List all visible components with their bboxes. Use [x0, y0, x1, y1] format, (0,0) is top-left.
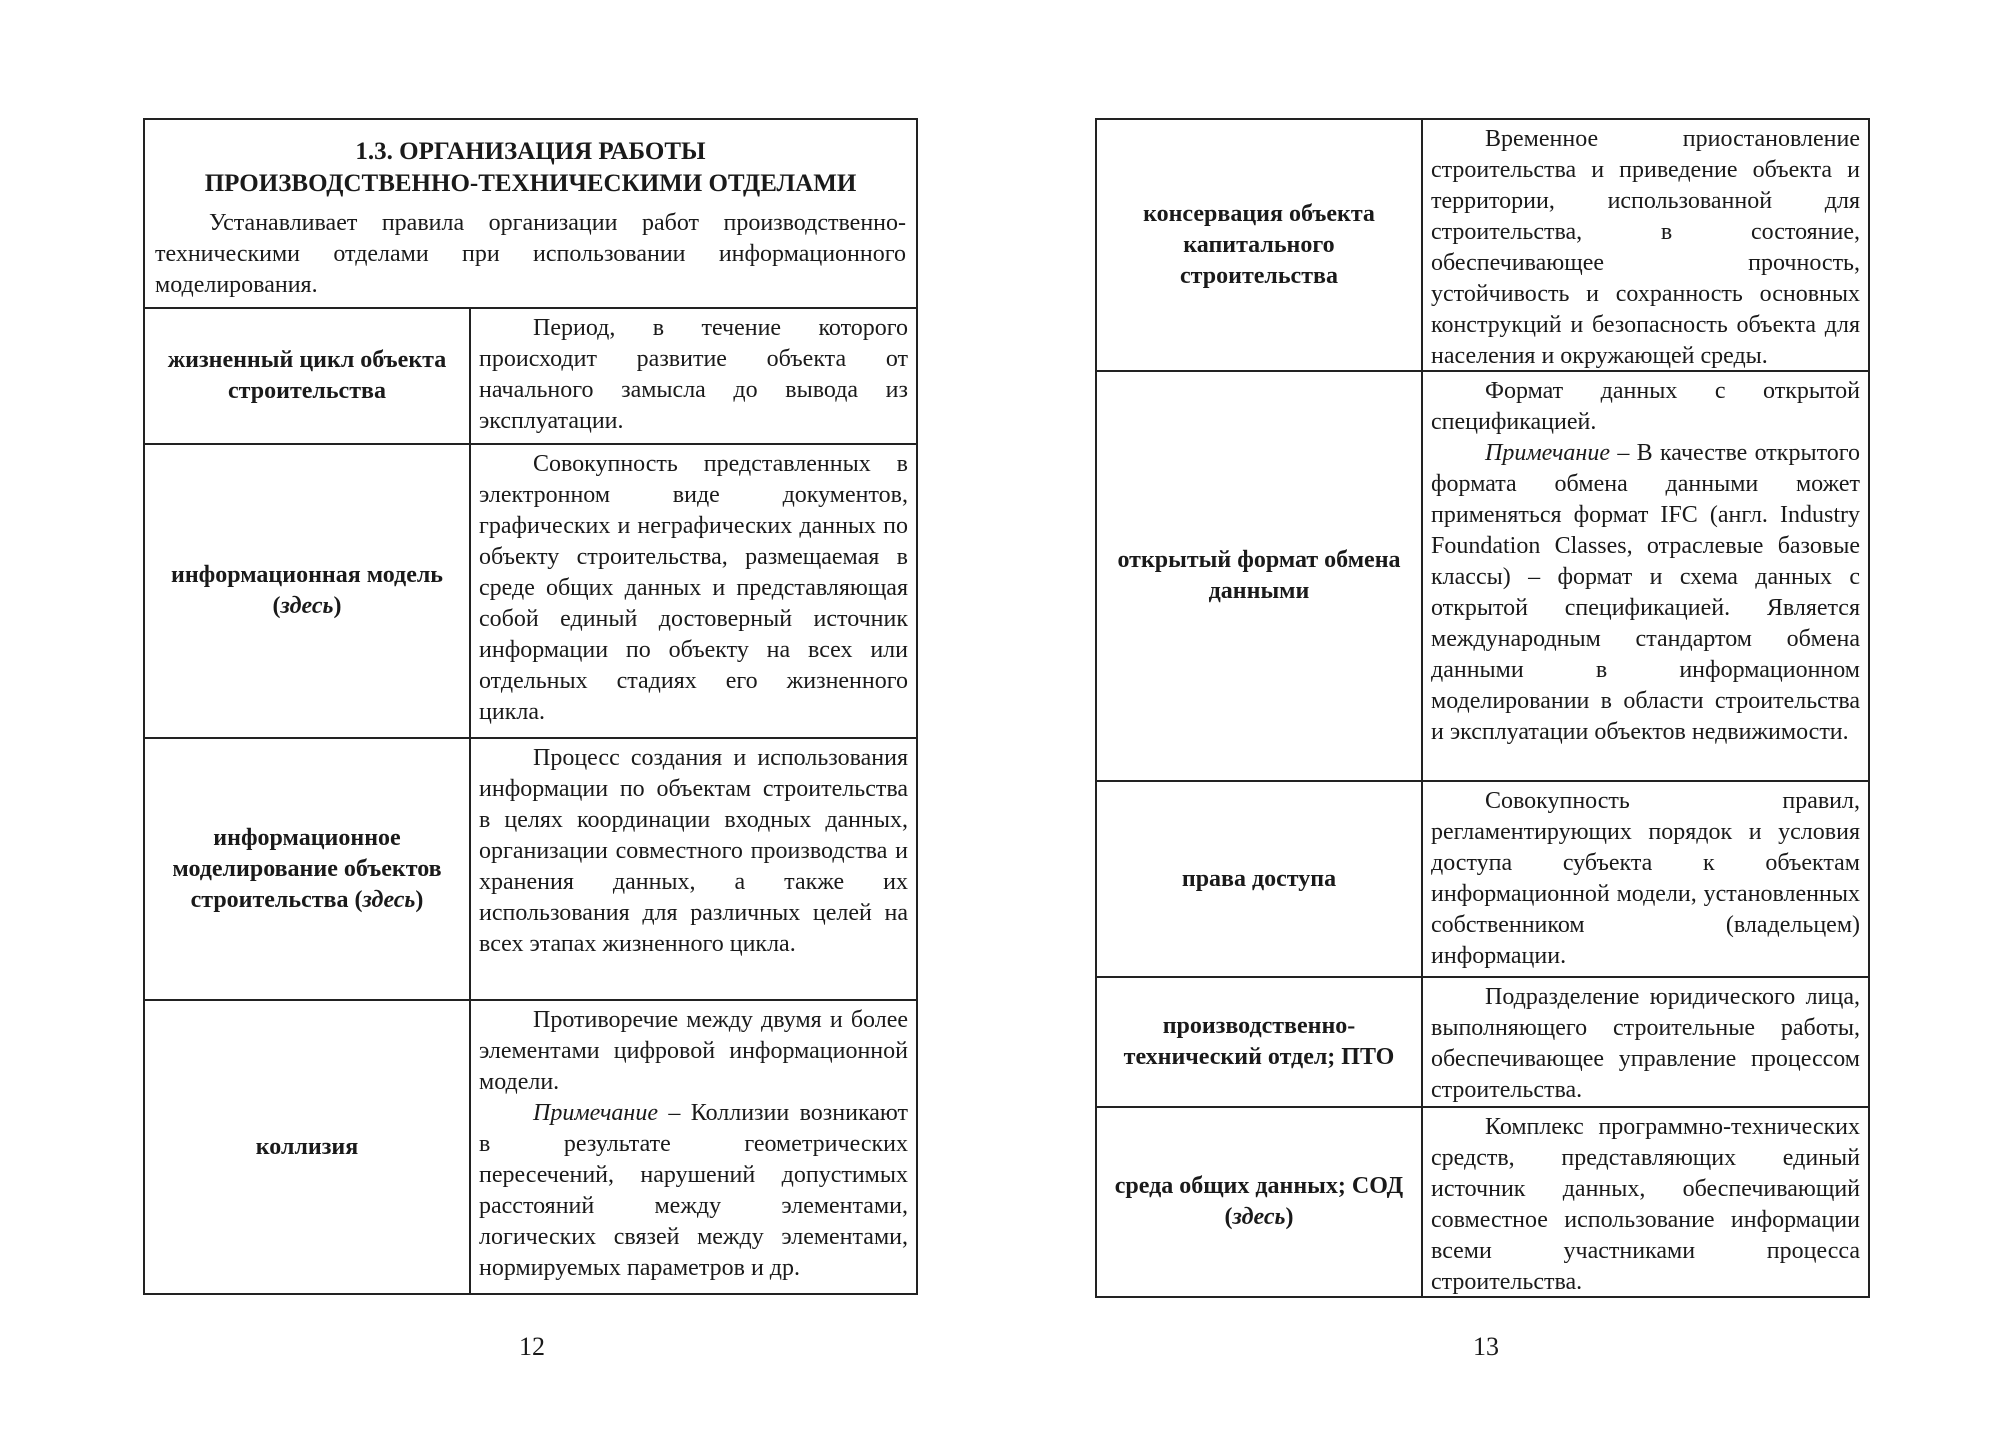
term-row-life-cycle	[145, 309, 916, 445]
term-row-collision	[145, 1001, 916, 1293]
term-definition: Процесс создания и использования информации по объектам строительства в целях координации входных данных, организации совместного производства и хранения данных, а также их использования для различных целей на всех этапах жизненного цикла.	[479, 745, 908, 957]
term-definition: Формат данных с открытой спецификацией.	[1431, 378, 1860, 435]
term-row-cde	[1097, 1108, 1868, 1296]
term-definition: Противоречие между двумя и более элементами цифровой информационной модели.	[479, 1007, 908, 1095]
page-number-right: 13	[1473, 1332, 1499, 1361]
term-name: открытый формат обмена данными	[1097, 372, 1423, 780]
section-title-line1: 1.3. ОРГАНИЗАЦИЯ РАБОТЫ	[355, 138, 706, 165]
term-definition: Совокупность правил, регламентирующих порядок и условия доступа субъекта к объектам информационной модели, установленных собственником (владельцем) информации.	[1431, 788, 1860, 969]
term-note: Примечание – Коллизии возникают в результате геометрических пересечений, нарушений допустимых расстояний между элементами, логических связей между элементами, нормируемых параметров и др.	[479, 1100, 908, 1281]
term-name: среда общих данных; СОД (здесь)	[1097, 1108, 1423, 1296]
left-page-table	[143, 118, 918, 1295]
term-row-access-rights	[1097, 782, 1868, 978]
section-title	[155, 136, 906, 200]
term-name: информационное моделирование объектов строительства (здесь)	[145, 739, 471, 999]
term-definition: Период, в течение которого происходит развитие объекта от начального замысла до вывода из эксплуатации.	[479, 315, 908, 434]
term-name: права доступа	[1097, 782, 1423, 976]
term-row-conservation	[1097, 120, 1868, 372]
term-definition: Совокупность представленных в электронном виде документов, графических и неграфических данных по объекту строительства, размещаемая в среде общих данных и представляющая собой единый достоверный источник информации по объекту на всех или отдельных стадиях его жизненного цикла.	[479, 451, 908, 725]
right-page-table	[1095, 118, 1870, 1298]
term-name: производственно-технический отдел; ПТО	[1097, 978, 1423, 1106]
term-row-pto	[1097, 978, 1868, 1108]
section-header	[145, 120, 916, 309]
term-definition: Временное приостановление строительства и приведение объекта и территории, использованной для строительства, в состояние, обеспечивающее прочность, устойчивость и сохранность основных конструкций и безопасность объекта для населения и окружающей среды.	[1431, 126, 1860, 369]
term-definition: Подразделение юридического лица, выполняющего строительные работы, обеспечивающее управление процессом строительства.	[1431, 984, 1860, 1103]
term-name: коллизия	[145, 1001, 471, 1293]
term-name: консервация объекта капитального строительства	[1097, 120, 1423, 370]
term-note: Примечание – В качестве открытого формата обмена данными может применяться формат IFC (англ. Industry Foundation Classes, отраслевые базовые классы) – формат и схема данных с открытой спецификацией. Является международным стандартом обмена данными в информационном моделировании в области строительства и эксплуатации объектов недвижимости.	[1431, 440, 1860, 745]
term-definition: Комплекс программно-технических средств, представляющих единый источник данных, обеспечивающий совместное использование информации всеми участниками процесса строительства.	[1431, 1114, 1860, 1295]
page-number-left: 12	[519, 1332, 545, 1361]
term-row-information-model	[145, 445, 916, 739]
term-row-information-modeling	[145, 739, 916, 1001]
section-intro: Устанавливает правила организации работ производственно-техническими отделами при использовании информационного моделирования.	[155, 210, 906, 298]
section-title-line2: ПРОИЗВОДСТВЕННО-ТЕХНИЧЕСКИМИ ОТДЕЛАМИ	[204, 170, 857, 197]
term-name: жизненный цикл объекта строительства	[145, 309, 471, 443]
term-name: информационная модель (здесь)	[145, 445, 471, 737]
term-row-open-format	[1097, 372, 1868, 782]
